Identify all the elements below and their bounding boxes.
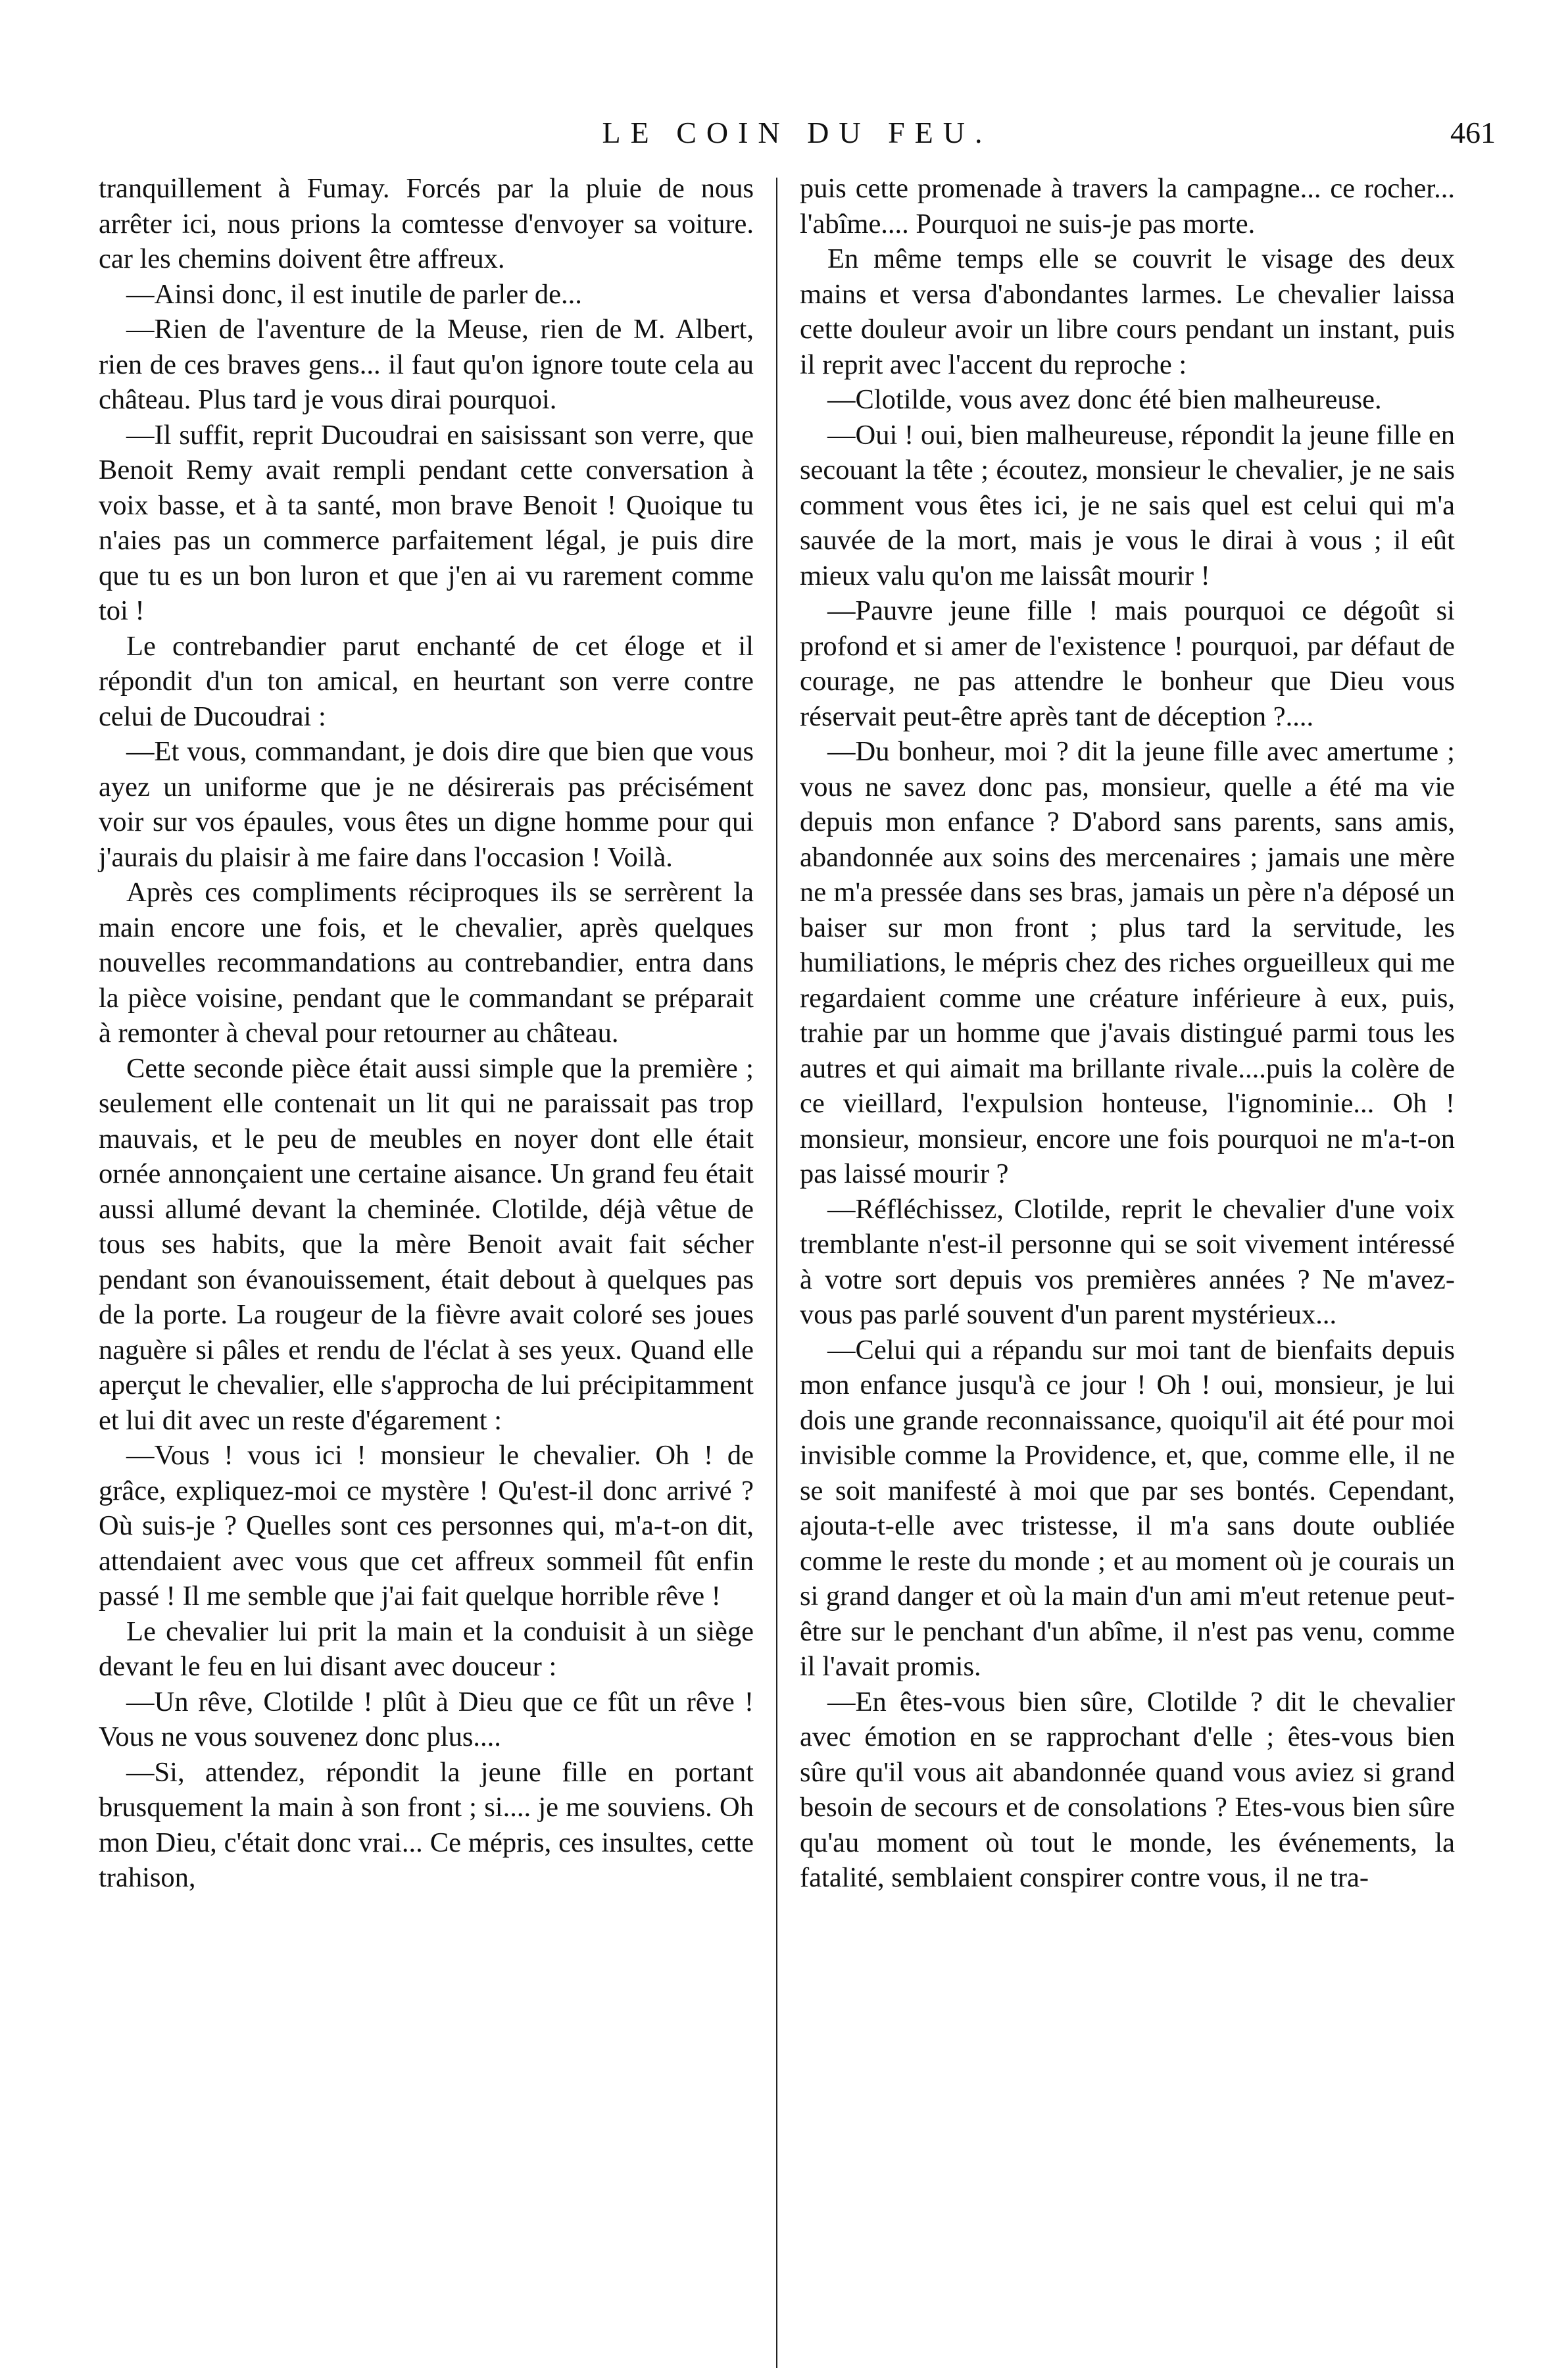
paragraph: Le contrebandier parut enchanté de cet éloge et il répondit d'un ton amical, en heurtant son verre contre celui de Ducoudrai : <box>99 630 754 732</box>
paragraph: puis cette promenade à travers la campagne... ce rocher... l'abîme.... Pourquoi ne suis-je pas morte. <box>800 173 1455 239</box>
page-number: 461 <box>1450 116 1496 149</box>
paragraph: Après ces compliments réciproques ils se serrèrent la main encore une fois, et le chevalier, après quelques nouvelles recommandations au contrebandier, entra dans la pièce voisine, pendant que le commandant se préparait à remonter à cheval pour retourner au château. <box>99 877 754 1048</box>
paragraph: —Vous ! vous ici ! monsieur le chevalier. Oh ! de grâce, expliquez-moi ce mystère ! Qu'est-il donc arrivé ? Où suis-je ? Quelles sont ces personnes qui, m'a-t-on dit, attendaient avec vous que cet affreux sommeil fût enfin passé ! Il me semble que j'ai fait quelque horrible rêve ! <box>99 1440 754 1612</box>
paragraph: Le chevalier lui prit la main et la conduisit à un siège devant le feu en lui disant avec douceur : <box>99 1616 754 1682</box>
right-column <box>777 171 1455 2368</box>
paragraph: Cette seconde pièce était aussi simple que la première ; seulement elle contenait un lit qui ne paraissait pas trop mauvais, et le peu de meubles en noyer dont elle était ornée annonçaient une certaine aisance. Un grand feu était aussi allumé devant la cheminée. Clotilde, déjà vêtue de tous ses habits, que la mère Benoit avait fait sécher pendant son évanouissement, était debout à quelques pas de la porte. La rougeur de la fièvre avait coloré ses joues naguère si pâles et rendu de l'éclat à ses yeux. Quand elle aperçut le chevalier, elle s'approcha de lui précipitamment et lui dit avec un reste d'égarement : <box>99 1052 754 1436</box>
paragraph: —En êtes-vous bien sûre, Clotilde ? dit le chevalier avec émotion en se rapprochant d'elle ; êtes-vous bien sûre qu'il vous ait abandonnée quand vous aviez si grand besoin de secours et de consolations ? Etes-vous bien sûre qu'au moment où tout le monde, les événements, la fatalité, semblaient conspirer contre vous, il ne tra- <box>800 1686 1455 1893</box>
text-columns <box>99 171 1496 2368</box>
paragraph: —Rien de l'aventure de la Meuse, rien de M. Albert, rien de ces braves gens... il faut qu'on ignore toute cela au château. Plus tard je vous dirai pourquoi. <box>99 314 754 415</box>
left-column <box>99 171 776 2368</box>
paragraph: —Si, attendez, répondit la jeune fille en portant brusquement la main à son front ; si.... je me souviens. Oh mon Dieu, c'était donc vrai... Ce mépris, ces insultes, cette trahison, <box>99 1756 754 1893</box>
paragraph: —Celui qui a répandu sur moi tant de bienfaits depuis mon enfance jusqu'à ce jour ! Oh ! oui, monsieur, je lui dois une grande reconnaissance, quoiqu'il ait été pour moi invisible comme la Providence, et, que, comme elle, il ne se soit manifesté à moi que par ses bontés. Cependant, ajouta-t-elle avec tristesse, il m'a sans doute oubliée comme le reste du monde ; et au moment où je courais un si grand danger et où la main d'un ami m'eut retenue peut-être sur le penchant d'un abîme, il n'est pas venu, comme il l'avait promis. <box>800 1334 1455 1682</box>
running-header <box>99 102 1496 164</box>
paragraph: En même temps elle se couvrit le visage des deux mains et versa d'abondantes larmes. Le chevalier laissa cette douleur avoir un libre cours pendant un instant, puis il reprit avec l'accent du reproche : <box>800 243 1455 380</box>
paragraph: tranquillement à Fumay. Forcés par la pluie de nous arrêter ici, nous prions la comtesse d'envoyer sa voiture. car les chemins doivent être affreux. <box>99 173 754 274</box>
paragraph: —Un rêve, Clotilde ! plût à Dieu que ce fût un rêve ! Vous ne vous souvenez donc plus.... <box>99 1686 754 1752</box>
paragraph: —Clotilde, vous avez donc été bien malheureuse. <box>827 384 1382 415</box>
paragraph: —Du bonheur, moi ? dit la jeune fille avec amertume ; vous ne savez donc pas, monsieur, quelle a été ma vie depuis mon enfance ? D'abord sans parents, sans amis, abandonnée aux soins des mercenaires ; jamais une mère ne m'a pressée dans ses bras, jamais un père n'a déposé un baiser sur mon front ; plus tard la servitude, les humiliations, le mépris chez des riches orgueilleux qui me regardaient comme une créature inférieure à eux, puis, trahie par un homme que j'avais distingué parmi tous les autres et qui aimait ma brillante rivale....puis la colère de ce vieillard, l'expulsion honteuse, l'ignominie... Oh ! monsieur, monsieur, encore une fois pourquoi ne m'a-t-on pas laissé mourir ? <box>800 736 1455 1189</box>
running-title: LE COIN DU FEU. <box>602 116 992 149</box>
paragraph: —Oui ! oui, bien malheureuse, répondit la jeune fille en secouant la tête ; écoutez, monsieur le chevalier, je ne sais comment vous êtes ici, je ne sais quel est celui qui m'a sauvée de la mort, mais je vous le dirai à vous ; il eût mieux valu qu'on me laissât mourir ! <box>800 419 1455 591</box>
paragraph: —Et vous, commandant, je dois dire que bien que vous ayez un uniforme que je ne désirerais pas précisément voir sur vos épaules, vous êtes un digne homme pour qui j'aurais du plaisir à me faire dans l'occasion ! Voilà. <box>99 736 754 873</box>
paragraph: —Pauvre jeune fille ! mais pourquoi ce dégoût si profond et si amer de l'existence ! pourquoi, par défaut de courage, ne pas attendre le bonheur que Dieu vous réservait peut-être après tant de déception ?.... <box>800 595 1455 732</box>
paragraph: —Réfléchissez, Clotilde, reprit le chevalier d'une voix tremblante n'est-il personne qui se soit vivement intéressé à votre sort depuis vos premières années ? Ne m'avez-vous pas parlé souvent d'un parent mystérieux... <box>800 1193 1455 1330</box>
paragraph: —Il suffit, reprit Ducoudrai en saisissant son verre, que Benoit Remy avait rempli pendant cette conversation à voix basse, et à ta santé, mon brave Benoit ! Quoique tu n'aies pas un commerce parfaitement légal, je puis dire que tu es un bon luron et que j'en ai vu rarement comme toi ! <box>99 419 754 626</box>
paragraph: —Ainsi donc, il est inutile de parler de... <box>126 278 582 310</box>
